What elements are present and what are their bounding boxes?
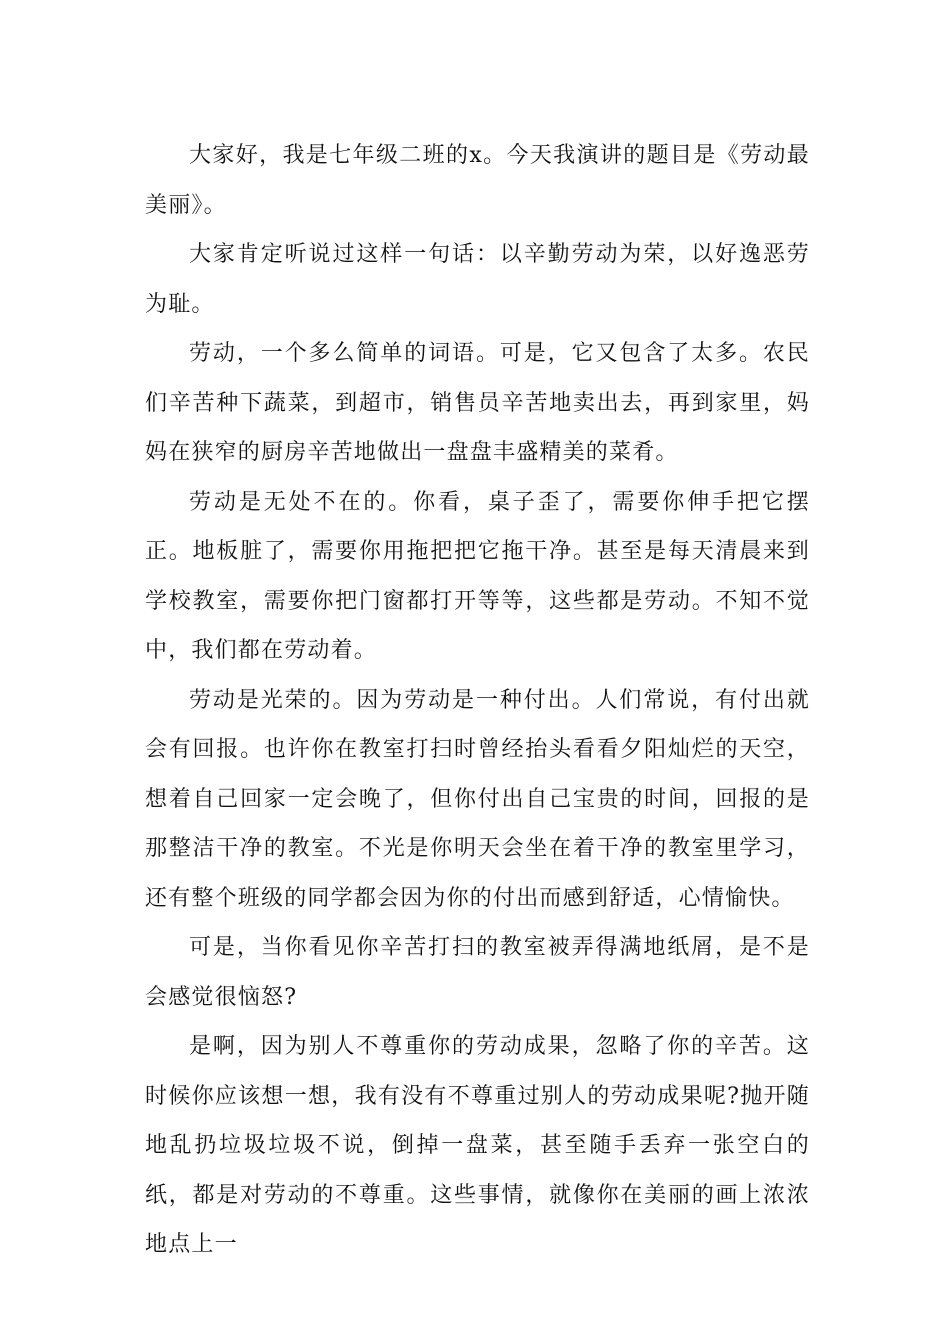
paragraph-4: 劳动是无处不在的。你看，桌子歪了，需要你伸手把它摆正。地板脏了，需要你用拖把把它拖干净。甚至是每天清晨来到学校教室，需要你把门窗都打开等等，这些都是劳动。不知不觉中，我们都在劳动着。 <box>145 489 810 663</box>
paragraph-2: 大家肯定听说过这样一句话：以辛勤劳动为荣，以好逸恶劳为耻。 <box>145 242 810 317</box>
paragraph-1: 大家好，我是七年级二班的x。今天我演讲的题目是《劳动最美丽》。 <box>145 143 810 218</box>
paragraph-6: 可是，当你看见你辛苦打扫的教室被弄得满地纸屑，是不是会感觉很恼怒? <box>145 935 810 1010</box>
paragraph-7: 是啊，因为别人不尊重你的劳动成果，忽略了你的辛苦。这时候你应该想一想，我有没有不尊重过别人的劳动成果呢?抛开随地乱扔垃圾垃圾不说，倒掉一盘菜，甚至随手丢弃一张空白的纸，都是对劳动的不尊重。这些事情，就像你在美丽的画上浓浓地点上一 <box>145 1034 810 1257</box>
paragraph-3: 劳动，一个多么简单的词语。可是，它又包含了太多。农民们辛苦种下蔬菜，到超市，销售员辛苦地卖出去，再到家里，妈妈在狭窄的厨房辛苦地做出一盘盘丰盛精美的菜肴。 <box>145 341 810 465</box>
paragraph-5: 劳动是光荣的。因为劳动是一种付出。人们常说，有付出就会有回报。也许你在教室打扫时曾经抬头看看夕阳灿烂的天空，想着自己回家一定会晚了，但你付出自己宝贵的时间，回报的是那整洁干净的教室。不光是你明天会坐在着干净的教室里学习，还有整个班级的同学都会因为你的付出而感到舒适，心情愉快。 <box>145 687 810 911</box>
